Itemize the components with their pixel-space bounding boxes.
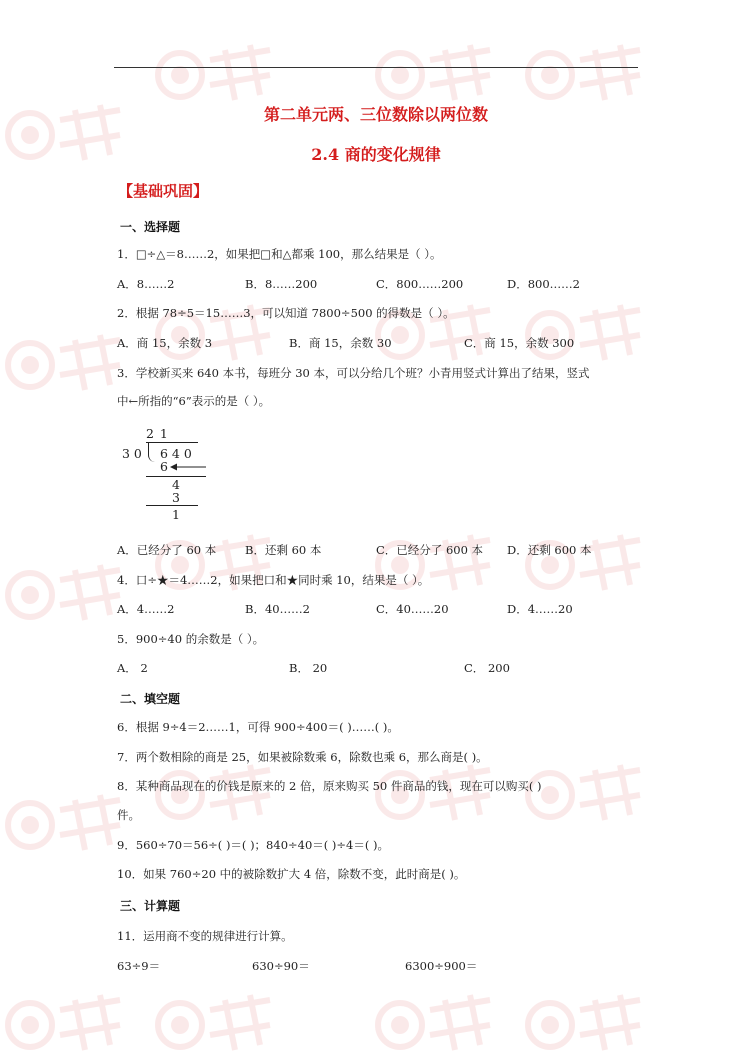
- q2-option-c: C．商 15，余数 300: [464, 336, 575, 350]
- q5-option-a: A． 2: [117, 661, 148, 675]
- question-3-line1: 3．学校新买来 640 本书，每班分 30 本，可以分给几个班？小青用竖式计算出了结果，竖式: [117, 366, 590, 380]
- division-bracket: [148, 442, 155, 462]
- q1-option-c: C．800……200: [376, 277, 464, 291]
- watermark-logo-icon: [150, 40, 280, 110]
- division-remainder: 1: [172, 507, 180, 522]
- watermark-logo-icon: [520, 760, 650, 830]
- watermark-logo-icon: [0, 560, 130, 630]
- question-3-line2: 中←所指的“6”表示的是（ ）。: [117, 394, 271, 408]
- watermark-logo-icon: [370, 990, 500, 1060]
- q4-option-d: D．4……20: [507, 602, 573, 616]
- q5-option-b: B． 20: [289, 661, 328, 675]
- watermark-logo-icon: [520, 40, 650, 110]
- question-2: 2．根据 78÷5＝15……3，可以知道 7800÷500 的得数是（ ）。: [117, 306, 455, 320]
- calc-expr-2: 630÷90＝: [252, 959, 310, 973]
- q2-option-b: B．商 15，余数 30: [289, 336, 392, 350]
- watermark-logo-icon: [0, 790, 130, 860]
- long-division-figure: [114, 424, 214, 524]
- watermark-logo-icon: [150, 990, 280, 1060]
- q3-option-c: C．已经分了 600 本: [376, 543, 484, 557]
- page-title: 第二单元两、三位数除以两位数: [263, 105, 488, 124]
- page-subtitle: 2.4 商的变化规律: [311, 145, 441, 164]
- question-6: 6．根据 9÷4＝2……1，可得 900÷400＝( )……( )。: [117, 720, 399, 734]
- division-line-2: [146, 505, 198, 506]
- heading-calc: 三、计算题: [120, 899, 181, 913]
- q3-option-b: B．还剩 60 本: [245, 543, 322, 557]
- q4-option-c: C．40……20: [376, 602, 449, 616]
- question-8-line2: 件。: [117, 808, 140, 822]
- question-4: 4．口÷★＝4……2，如果把口和★同时乘 10，结果是（ ）。: [117, 573, 430, 587]
- watermark-logo-icon: [150, 760, 280, 830]
- division-quotient: 2 1: [146, 426, 169, 441]
- watermark-logo-icon: [0, 330, 130, 400]
- heading-fill: 二、填空题: [120, 692, 181, 706]
- division-step1: 6: [160, 459, 168, 474]
- q1-option-a: A．8……2: [117, 277, 175, 291]
- watermark-logo-icon: [370, 40, 500, 110]
- question-11: 11．运用商不变的规律进行计算。: [117, 929, 293, 943]
- q1-option-d: D．800……2: [507, 277, 580, 291]
- division-divisor: 3 0: [122, 446, 142, 461]
- watermark-logo-icon: [370, 530, 500, 600]
- watermark-logo-icon: [150, 530, 280, 600]
- header-rule: [114, 67, 638, 68]
- arrow-left-icon: [170, 462, 206, 472]
- question-9: 9．560÷70＝56÷( )＝( )；840÷40＝( )÷4＝( )。: [117, 838, 389, 852]
- heading-choice: 一、选择题: [120, 220, 181, 234]
- watermark-logo-icon: [370, 760, 500, 830]
- question-7: 7．两个数相除的商是 25，如果被除数乘 6，除数也乘 6，那么商是( )。: [117, 750, 488, 764]
- question-10: 10．如果 760÷20 中的被除数扩大 4 倍，除数不变，此时商是( )。: [117, 867, 466, 881]
- q4-option-a: A．4……2: [117, 602, 175, 616]
- q3-option-a: A．已经分了 60 本: [117, 543, 217, 557]
- question-1: 1．□÷△＝8……2，如果把□和△都乘 100，那么结果是（ ）。: [117, 247, 442, 261]
- calc-expr-3: 6300÷900＝: [405, 959, 478, 973]
- watermark-logo-icon: [520, 990, 650, 1060]
- watermark-logo-icon: [520, 530, 650, 600]
- q3-option-d: D．还剩 600 本: [507, 543, 592, 557]
- division-dividend: 6 4 0: [160, 446, 192, 461]
- section-basic: 【基础巩固】: [118, 182, 209, 200]
- q5-option-c: C． 200: [464, 661, 510, 675]
- calc-expr-1: 63÷9＝: [117, 959, 161, 973]
- q4-option-b: B．40……2: [245, 602, 310, 616]
- division-step3: 3: [172, 490, 180, 505]
- question-5: 5．900÷40 的余数是（ ）。: [117, 632, 265, 646]
- question-8-line1: 8．某种商品现在的价钱是原来的 2 倍，原来购买 50 件商品的钱，现在可以购买( ): [117, 779, 542, 793]
- division-step2: 4: [172, 477, 180, 492]
- q1-option-b: B．8……200: [245, 277, 318, 291]
- q2-option-a: A．商 15，余数 3: [117, 336, 213, 350]
- watermark-logo-icon: [0, 990, 130, 1060]
